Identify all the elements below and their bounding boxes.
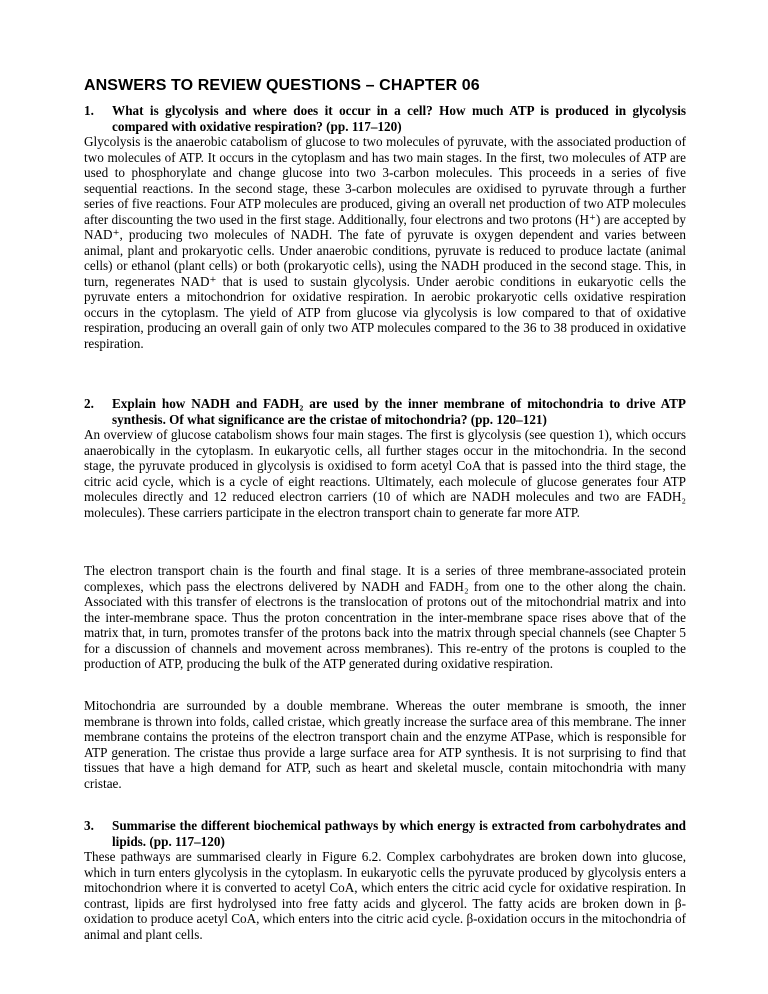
question-text: Summarise the different biochemical pathways by which energy is extracted from carbohydrates and lipids. (pp. 117–120) — [112, 818, 686, 849]
answer-paragraph: Mitochondria are surrounded by a double membrane. Whereas the outer membrane is smooth, the inner membrane is thrown into folds, called cristae, which greatly increase the surface area of this membrane. The inner membrane contains the proteins of the electron transport chain and the enzyme ATPase, which is responsible for ATP generation. The cristae thus provide a large surface area for ATP synthesis. It is not surprising to find that tissues that have a high demand for ATP, such as heart and skeletal muscle, contain mitochondria with many cristae. — [84, 698, 686, 791]
question-heading — [84, 818, 686, 849]
answer-paragraph: An overview of glucose catabolism shows four main stages. The first is glycolysis (see question 1), which occurs anaerobically in the cytoplasm. In eukaryotic cells, all further stages occur in the mitochondria. In the second stage, the pyruvate produced in glycolysis is oxidised to form acetyl CoA that is passed into the third stage, the citric acid cycle, which is a cycle of eight reactions. Ultimately, each molecule of glucose generates four ATP molecules directly and 12 reduced electron carriers (10 of which are NADH molecules and two are FADH₂ molecules). These carriers participate in the electron transport chain to generate far more ATP. — [84, 427, 686, 520]
question-heading — [84, 103, 686, 134]
question-2-paragraph-2 — [84, 563, 686, 672]
page-title: ANSWERS TO REVIEW QUESTIONS – CHAPTER 06 — [84, 77, 480, 94]
question-1 — [84, 103, 686, 351]
question-number: 2. — [84, 396, 94, 411]
question-number: 3. — [84, 818, 94, 833]
question-3 — [84, 818, 686, 942]
question-2-paragraph-3 — [84, 698, 686, 791]
question-text: What is glycolysis and where does it occur in a cell? How much ATP is produced in glycolysis compared with oxidative respiration? (pp. 117–120) — [112, 103, 686, 134]
answer-paragraph: Glycolysis is the anaerobic catabolism of glucose to two molecules of pyruvate, with the associated production of two molecules of ATP. It occurs in the cytoplasm and has two main stages. In the first, two molecules of ATP are used to phosphorylate and change glucose into two 3-carbon molecules. This proceeds in a series of five sequential reactions. In the second stage, these 3-carbon molecules are oxidised to pyruvate through a further series of five reactions. Four ATP molecules are produced, giving an overall net production of two ATP molecules after discounting the two used in the first stage. Additionally, four electrons and two protons (H⁺) are accepted by NAD⁺, producing two molecules of NADH. The fate of pyruvate is oxygen dependent and varies between animal, plant and prokaryotic cells. Under anaerobic conditions, pyruvate is reduced to produce lactate (animal cells) or ethanol (plant cells) or both (prokaryotic cells), using the NADH produced in the second stage. This, in turn, regenerates NAD⁺ that is used to sustain glycolysis. Under aerobic conditions in eukaryotic cells the pyruvate enters a mitochondrion for oxidative respiration. In aerobic prokaryotic cells oxidative respiration occurs in the cytoplasm. The yield of ATP from glucose via glycolysis is low compared to that of oxidative respiration, producing an overall gain of only two ATP molecules compared to the 36 to 38 produced in oxidative respiration. — [84, 134, 686, 351]
question-text: Explain how NADH and FADH₂ are used by the inner membrane of mitochondria to drive ATP synthesis. Of what significance are the cristae of mitochondria? (pp. 120–121) — [112, 396, 686, 427]
question-heading — [84, 396, 686, 427]
answer-paragraph: These pathways are summarised clearly in Figure 6.2. Complex carbohydrates are broken down into glucose, which in turn enters glycolysis in the cytoplasm. In eukaryotic cells the pyruvate produced by glycolysis enters a mitochondrion where it is converted to acetyl CoA, which enters the citric acid cycle for oxidative respiration. In contrast, lipids are first hydrolysed into free fatty acids and glycerol. The fatty acids are broken down in β-oxidation to produce acetyl CoA, which enters into the citric acid cycle. β-oxidation occurs in the mitochondria of animal and plant cells. — [84, 849, 686, 942]
question-2 — [84, 396, 686, 520]
answer-paragraph: The electron transport chain is the fourth and final stage. It is a series of three membrane-associated protein complexes, which pass the electrons delivered by NADH and FADH₂ from one to the other along the chain. Associated with this transfer of electrons is the translocation of protons out of the mitochondrial matrix and into the inter-membrane space. Thus the proton concentration in the inter-membrane space rises above that of the matrix that, in turn, promotes transfer of the protons back into the matrix through special channels (see Chapter 5 for a discussion of channels and movement across membranes). This re-entry of the protons is coupled to the production of ATP, producing the bulk of the ATP generated during oxidative respiration. — [84, 563, 686, 671]
question-number: 1. — [84, 103, 94, 118]
